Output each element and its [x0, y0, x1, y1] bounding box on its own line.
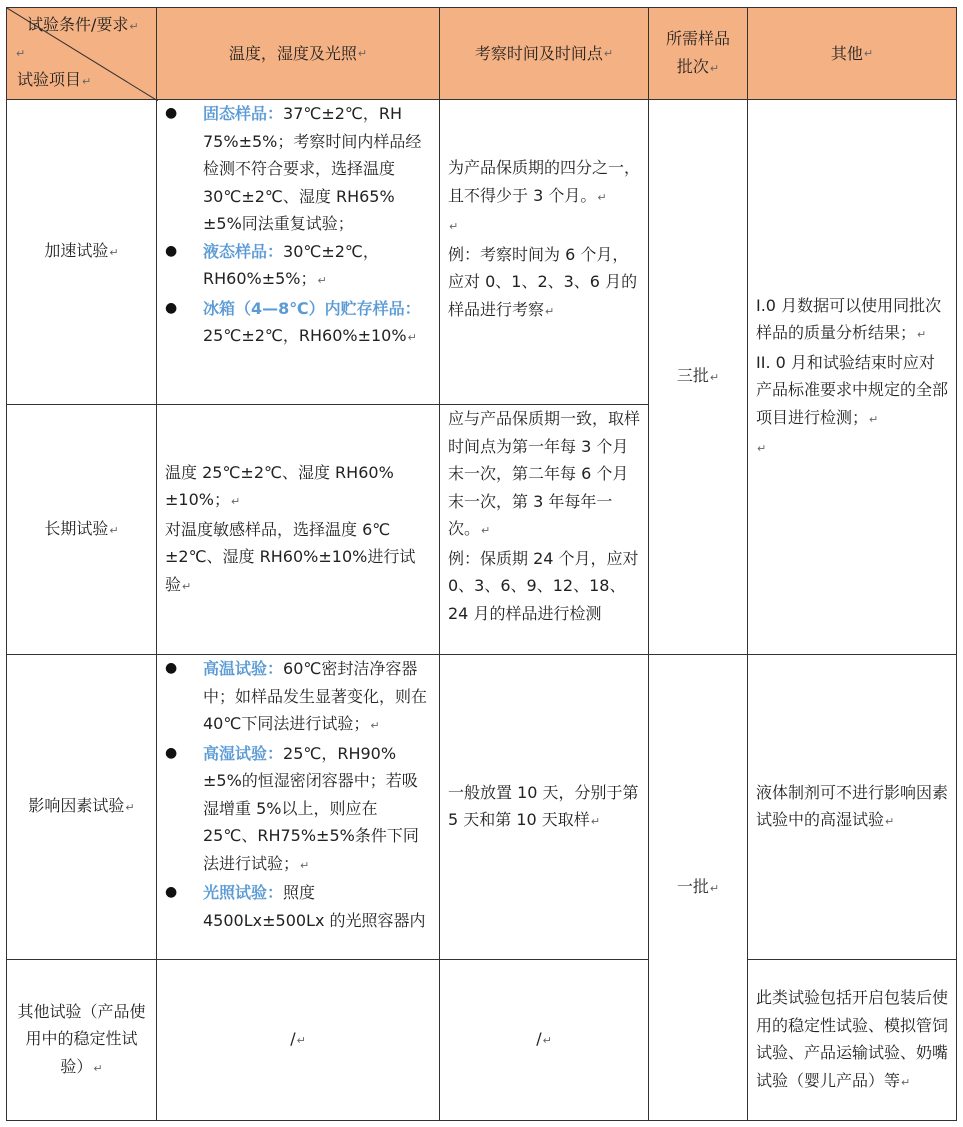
batches-one: 一批↵ — [648, 654, 748, 1121]
row-inuse-time: /↵ — [439, 959, 649, 1121]
header-diagonal-cell — [6, 7, 157, 100]
row-inuse-name: 其他试验（产品使用中的稳定性试验）↵ — [6, 959, 157, 1121]
list-item: ● 高温试验：60℃密封洁净容器中；如样品发生显著变化，则在 40℃下同法进行试验；↵ — [165, 655, 431, 740]
row-inuse-other: 此类试验包括开启包装后使用的稳定性试验、模拟管饲试验、产品运输试验、奶嘴试验（婴儿产品）等↵ — [747, 959, 957, 1121]
row-influence-conditions — [156, 654, 440, 960]
row-longterm-conditions: 温度 25℃±2℃、湿度 RH60%±10%；↵ 对温度敏感样品，选择温度 6℃±2℃、湿度 RH60%±10%进行试验↵ — [156, 404, 440, 655]
list-item: ● 冰箱（4—8℃）内贮存样品：25℃±2℃，RH60%±10%↵ — [165, 295, 431, 352]
diagonal-header-bottom: 试验项目↵ — [17, 70, 92, 89]
other-top: I.0 月数据可以使用同批次样品的质量分析结果；↵ II. 0 月和试验结束时应对产品标准要求中规定的全部项目进行检测；↵ ↵ — [747, 99, 957, 655]
row-accelerated-time: 为产品保质期的四分之一，且不得少于 3 个月。↵ ↵ 例：考察时间为 6 个月，应对 0、1、2、3、6 月的样品进行考察↵ — [439, 99, 649, 405]
influence-condition-list — [165, 655, 431, 934]
row-influence-time: 一般放置 10 天，分别于第 5 天和第 10 天取样↵ — [439, 654, 649, 960]
row-influence-name: 影响因素试验↵ — [6, 654, 157, 960]
header-time: 考察时间及时间点 ↵ — [439, 7, 649, 100]
list-item: ● 光照试验：照度 4500Lx±500Lx 的光照容器内 — [165, 879, 431, 934]
batches-three: 三批↵ — [648, 99, 748, 655]
list-item: ● 固态样品：37℃±2℃，RH 75%±5%；考察时间内样品经检测不符合要求，选择温度 30℃±2℃、湿度 RH65%±5%同法重复试验； — [165, 100, 431, 238]
row-longterm-name: 长期试验↵ — [6, 404, 157, 655]
row-accelerated-name: 加速试验↵ — [6, 99, 157, 405]
row-accelerated-conditions — [156, 99, 440, 405]
diagonal-header-top: 试验条件/要求↵ — [27, 15, 139, 34]
row-influence-other: 液体制剂可不进行影响因素试验中的高湿试验↵ — [747, 654, 957, 960]
list-item: ● 液态样品：30℃±2℃，RH60%±5%；↵ — [165, 238, 431, 295]
row-longterm-time: 应与产品保质期一致，取样时间点为第一年每 3 个月末一次，第二年每 6 个月末一次，第 3 年每年一次。↵ 例：保质期 24 个月，应对 0、3、6、9、12、18、24 月的样品进行检测 — [439, 404, 649, 655]
header-conditions: 温度，湿度及光照 ↵ — [156, 7, 440, 100]
stability-test-table — [6, 7, 957, 1121]
accelerated-condition-list — [165, 100, 431, 352]
header-other: 其他 ↵ — [747, 7, 957, 100]
list-item: ● 高湿试验：25℃，RH90%±5%的恒湿密闭容器中；若吸湿增重 5%以上，则应在 25℃、RH75%±5%条件下同法进行试验；↵ — [165, 740, 431, 880]
row-inuse-conditions: /↵ — [156, 959, 440, 1121]
header-batches: 所需样品 批次↵ — [648, 7, 748, 100]
paragraph-mark: ↵ — [16, 47, 26, 60]
